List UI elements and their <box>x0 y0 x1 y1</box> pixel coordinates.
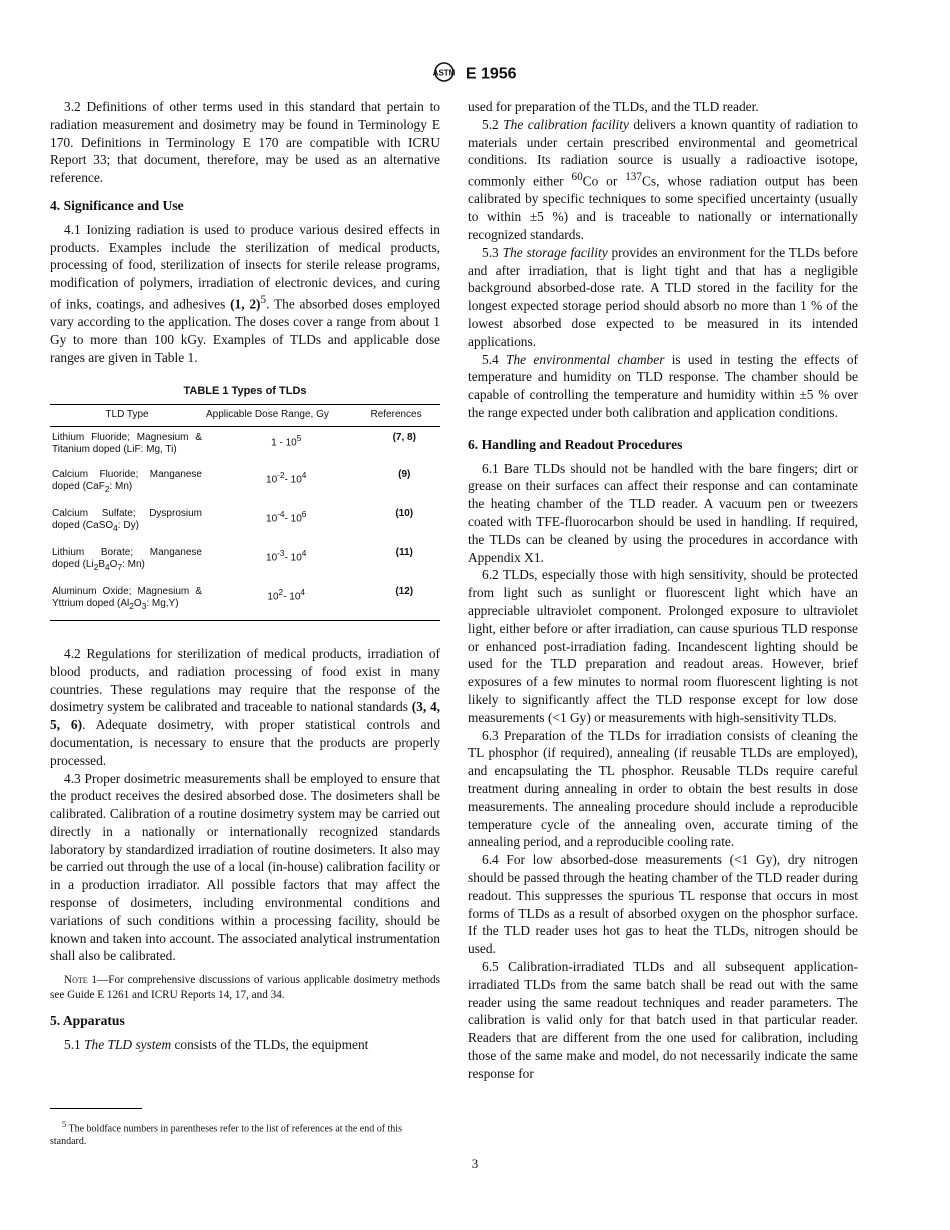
tld-type: Aluminum Oxide; Magnesium & Yttrium doped ($Al_2O_3$: Mg,Y) <box>50 581 204 621</box>
col-header-refs: References <box>368 405 440 427</box>
tld-type: Lithium Fluoride; Magnesium & Titanium doped (LiF: Mg, Ti) <box>52 431 202 456</box>
para-6-2: 6.2 TLDs, especially those with high sensitivity, should be protected from light such as sunlight or fluorescent light which have an appreciable ultraviolet component. Prolonged exposure to ultraviolet light, either before or after irradiation, can cause spurious TLD response or enhanced post-irradiation fading. Incandescent lighting should be used for the TLD preparation and readout areas. However, brief exposures of a few minutes to normal room fluorescent lighting is not likely to significantly affect the TLD response except for low dose measurements (<1 Gy) or measurements with high-sensitivity TLDs. <box>468 567 858 725</box>
col-header-type: TLD Type <box>50 405 204 427</box>
references: (9) <box>398 468 411 480</box>
dose-range: $10^{-2}-$ $10^4$ <box>266 469 307 486</box>
left-column <box>50 98 440 1054</box>
para-4-3: 4.3 Proper dosimetric measurements shall be employed to ensure that the product receives the desired absorbed dose. The dosimeters shall be calibrated. Calibration of a routine dosimetry system may be carried out directly in a nationally or internationally recognized standards laboratory by standardized irradiation of routine dosimeters. It also may be carried out through the use of a local (in-house) calibration facility or in a production irradiator. All possible factors that may affect the response of dosimeters, including environmental conditions and variations of such conditions within a processing facility, should be known and taken into account. The associated analytical instrumentation shall also be calibrated. <box>50 770 440 964</box>
footnote-5: $^5$ The boldface numbers in parentheses refer to the list of references at the end of this standard. <box>50 1120 402 1148</box>
para-3-2: 3.2 Definitions of other terms used in this standard that pertain to radiation measurement and dosimetry may be found in Terminology E 170. Definitions in Terminology E 170 are compatible with ICRU Report 33; that document, therefore, may be used as an alternative reference. <box>50 99 440 186</box>
table-row <box>50 542 440 581</box>
astm-logo-icon <box>433 62 455 87</box>
para-6-3: 6.3 Preparation of the TLDs for irradiation consists of cleaning the TL phosphor (if required), annealing (if reusable TLDs are employed), and encapsulating the TL phosphor. Reusable TLDs require careful treatment during annealing in order to obtain the best results in dose measurements. The annealing procedure should include a reproducible temperature cycle of the annealing oven, accurate timing of the annealing period, and a reproducible cooling rate. <box>468 727 858 850</box>
right-column <box>468 98 858 1083</box>
col-header-range: Applicable Dose Range, Gy <box>204 405 368 427</box>
heading-handling: 6. Handling and Readout Procedures <box>468 436 683 452</box>
tld-type: Lithium Borate; Manganese doped ($Li_2B_4O_7$: Mn) <box>52 546 202 573</box>
tld-type: Calcium Sulfate; Dysprosium doped (CaSO$_4$: Dy) <box>52 507 202 534</box>
para-5-1-cont: used for preparation of the TLDs, and the TLD reader. <box>468 99 759 114</box>
footnote-rule <box>50 1108 142 1109</box>
tld-type: Calcium Fluoride; Manganese doped (CaF$_2$: Mn) <box>52 468 202 495</box>
para-6-4: 6.4 For low absorbed-dose measurements (<1 Gy), dry nitrogen should be passed through the heating chamber of the TLD reader during readout. This suppresses the spurious TL response that occurs in most forms of TLDs as a result of absorbed oxygen on the phosphor surface. If the TLD reader uses hot gas to heat the TLDs, nitrogen should be used. <box>468 852 858 957</box>
dose-range: $1 - 10^5$ <box>271 432 302 449</box>
note-1: Note 1—For comprehensive discussions of various applicable dosimetry methods see Guide E 1261 and ICRU Reports 14, 17, and 34. <box>50 974 440 1001</box>
para-6-1: 6.1 Bare TLDs should not be handled with the bare fingers; dirt or grease on their surfaces can affect their response and can contaminate the heating chamber of the TLD reader. A vacuum pen or tweezers coated with TFE-fluorocarbon should be used in handling. If required, the TLDs can be cleaned by using the procedures in accordance with Appendix X1. <box>468 460 858 565</box>
table-row <box>50 464 440 503</box>
references: (10) <box>395 507 414 519</box>
table-row <box>50 426 440 464</box>
heading-significance: 4. Significance and Use <box>50 197 184 213</box>
table-row <box>50 503 440 542</box>
table-caption: TABLE 1 Types of TLDs <box>183 384 307 397</box>
para-5-1: 5.1 The TLD system consists of the TLDs, the equipment <box>64 1037 369 1053</box>
designation: E 1956 <box>465 65 517 83</box>
para-5-3: 5.3 The storage facility provides an environment for the TLDs before and after irradiation, that is light tight and that has a negligible background absorbed-dose rate. A TLD stored in the facility for the longest expected storage period should absorb no more than 1 % of the lowest absorbed dose expected to be measured in its intended applications. <box>468 244 858 349</box>
dose-range: $10^{-3}-$ $10^4$ <box>266 547 307 564</box>
references: (12) <box>368 581 440 621</box>
table-row <box>50 581 440 621</box>
para-4-1: 4.1 Ionizing radiation is used to produce various desired effects in products. Examples include the sterilization of medical products, processing of food, sterilization of insects for sterile release programs, modification of polymers, irradiation of electronic devices, and curing of inks, coatings, and adhesives (1, 2)$^5$. The absorbed doses employed vary according to the application. The doses cover a range from about 1 Gy to more than 100 kGy. Examples of TLDs and applicable dose ranges are given in Table 1. <box>50 221 440 365</box>
references: (7, 8) <box>392 431 416 443</box>
dose-range: $10^2-$ $10^4$ <box>204 581 368 621</box>
para-4-2: 4.2 Regulations for sterilization of medical products, irradiation of blood products, and radiation processing of food exist in many countries. These regulations may require that the response of the dosimetry system be calibrated and traceable to national standards (3, 4, 5, 6). Adequate dosimetry, with proper statistical controls and documentation, is necessary to ensure that the products are properly processed. <box>50 645 441 768</box>
logo-text: ASTM <box>433 68 456 78</box>
para-5-2: 5.2 The calibration facility delivers a known quantity of radiation to materials under certain prescribed environmental and geometrical conditions. Its radiation source is usually a radioactive isotope, commonly either $^{60}$Co or $^{137}$Cs, whose radiation output has been calibrated by specific techniques to some specified uncertainty (usually to within ±5 %) and is traceable to nationally or internationally recognized standards. <box>468 116 858 243</box>
tld-types-table <box>50 404 440 621</box>
page-number: 3 <box>471 1156 479 1171</box>
para-5-4: 5.4 The environmental chamber is used in testing the effects of temperature and humidity on TLD response. The chamber should be capable of controlling the temperature and humidity within ±5 % over the range expected under both calibration and application conditions. <box>468 351 858 421</box>
dose-range: $10^{-4}-$ $10^6$ <box>266 508 307 525</box>
heading-apparatus: 5. Apparatus <box>50 1013 125 1029</box>
para-6-5: 6.5 Calibration-irradiated TLDs and all subsequent application-irradiated TLDs from the same batch shall be read out with the same reader using the same readout techniques and reader parameters. The calibration is valid only for that batch used in that particular reader. Readers that are different from the one used for calibration, including those of the same make and model, do not necessarily indicate the same response for <box>468 958 858 1081</box>
references: (11) <box>395 546 413 558</box>
page-header <box>0 62 950 87</box>
